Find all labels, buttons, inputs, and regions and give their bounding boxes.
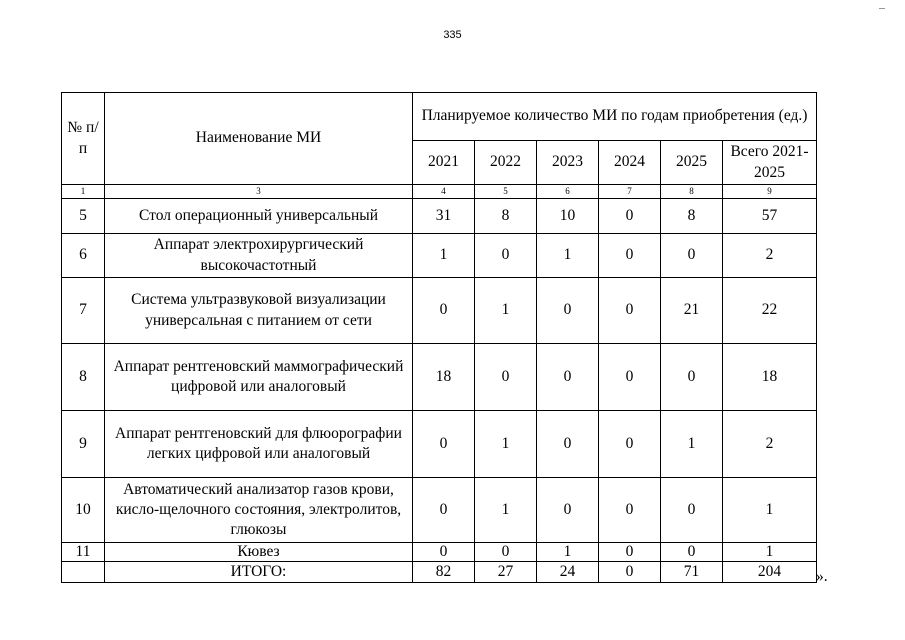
row-value: 0 (661, 234, 723, 278)
table-row (62, 411, 817, 478)
row-total: 18 (723, 344, 817, 411)
row-value: 0 (599, 411, 661, 478)
row-num: 7 (62, 278, 105, 344)
row-value: 0 (599, 234, 661, 278)
row-value: 0 (475, 344, 537, 411)
row-value: 0 (537, 478, 599, 543)
row-value: 0 (599, 199, 661, 234)
total-value: 24 (537, 562, 599, 583)
header-num: № п/п (62, 93, 105, 185)
row-name: Стол операционный универсальный (105, 199, 413, 234)
row-value: 1 (475, 411, 537, 478)
table-row (62, 234, 817, 278)
row-value: 0 (413, 543, 475, 562)
header-year: 2022 (475, 141, 537, 185)
row-num: 9 (62, 411, 105, 478)
header-name: Наименование МИ (105, 93, 413, 185)
table-row (62, 199, 817, 234)
row-total: 22 (723, 278, 817, 344)
row-value: 8 (661, 199, 723, 234)
header-year: 2025 (661, 141, 723, 185)
header-planned: Планируемое количество МИ по годам приобретения (ед.) (413, 93, 817, 141)
row-value: 0 (475, 234, 537, 278)
row-value: 0 (661, 478, 723, 543)
column-index: 1 (62, 185, 105, 199)
header-year: 2023 (537, 141, 599, 185)
column-index: 8 (661, 185, 723, 199)
row-value: 10 (537, 199, 599, 234)
table-row (62, 344, 817, 411)
header-year: 2024 (599, 141, 661, 185)
row-num: 10 (62, 478, 105, 543)
header-row (62, 93, 817, 141)
mi-plan-table (61, 92, 817, 583)
row-value: 1 (537, 234, 599, 278)
row-value: 0 (537, 344, 599, 411)
row-value: 1 (475, 478, 537, 543)
row-num: 5 (62, 199, 105, 234)
row-value: 8 (475, 199, 537, 234)
row-value: 1 (413, 234, 475, 278)
row-total: 2 (723, 411, 817, 478)
total-num-blank (62, 562, 105, 583)
total-value: 0 (599, 562, 661, 583)
table-row (62, 478, 817, 543)
column-index-row (62, 185, 817, 199)
row-num: 6 (62, 234, 105, 278)
table-row (62, 278, 817, 344)
total-value: 71 (661, 562, 723, 583)
row-total: 2 (723, 234, 817, 278)
row-name: Система ультразвуковой визуализации универсальная с питанием от сети (105, 278, 413, 344)
row-value: 0 (661, 543, 723, 562)
table-row (62, 543, 817, 562)
row-total: 1 (723, 543, 817, 562)
row-value: 0 (599, 543, 661, 562)
row-name: Аппарат электрохирургический высокочастотный (105, 234, 413, 278)
total-value: 27 (475, 562, 537, 583)
total-value: 82 (413, 562, 475, 583)
row-value: 0 (599, 344, 661, 411)
row-name: Кювез (105, 543, 413, 562)
row-total: 1 (723, 478, 817, 543)
row-name: Аппарат рентгеновский для флюорографии легких цифровой или аналоговый (105, 411, 413, 478)
row-value: 18 (413, 344, 475, 411)
row-value: 0 (413, 411, 475, 478)
row-value: 1 (537, 543, 599, 562)
closing-quote: ». (816, 568, 828, 585)
row-value: 0 (413, 278, 475, 344)
column-index: 6 (537, 185, 599, 199)
total-row (62, 562, 817, 583)
row-value: 0 (475, 543, 537, 562)
column-index: 7 (599, 185, 661, 199)
total-label: ИТОГО: (105, 562, 413, 583)
row-value: 31 (413, 199, 475, 234)
page-number: 335 (443, 29, 462, 41)
row-value: 0 (599, 478, 661, 543)
column-index: 3 (105, 185, 413, 199)
row-value: 0 (537, 411, 599, 478)
header-year: 2021 (413, 141, 475, 185)
row-value: 1 (661, 411, 723, 478)
row-value: 21 (661, 278, 723, 344)
row-name: Аппарат рентгеновский маммографический цифровой или аналоговый (105, 344, 413, 411)
row-value: 0 (661, 344, 723, 411)
row-value: 0 (413, 478, 475, 543)
row-value: 0 (537, 278, 599, 344)
row-total: 57 (723, 199, 817, 234)
row-num: 8 (62, 344, 105, 411)
header-total-years: Всего 2021-2025 (723, 141, 817, 185)
row-value: 1 (475, 278, 537, 344)
column-index: 4 (413, 185, 475, 199)
row-name: Автоматический анализатор газов крови, кисло-щелочного состояния, электролитов, глюкозы (105, 478, 413, 543)
column-index: 5 (475, 185, 537, 199)
column-index: 9 (723, 185, 817, 199)
row-value: 0 (599, 278, 661, 344)
grand-total: 204 (723, 562, 817, 583)
row-num: 11 (62, 543, 105, 562)
scan-mark (879, 8, 885, 9)
